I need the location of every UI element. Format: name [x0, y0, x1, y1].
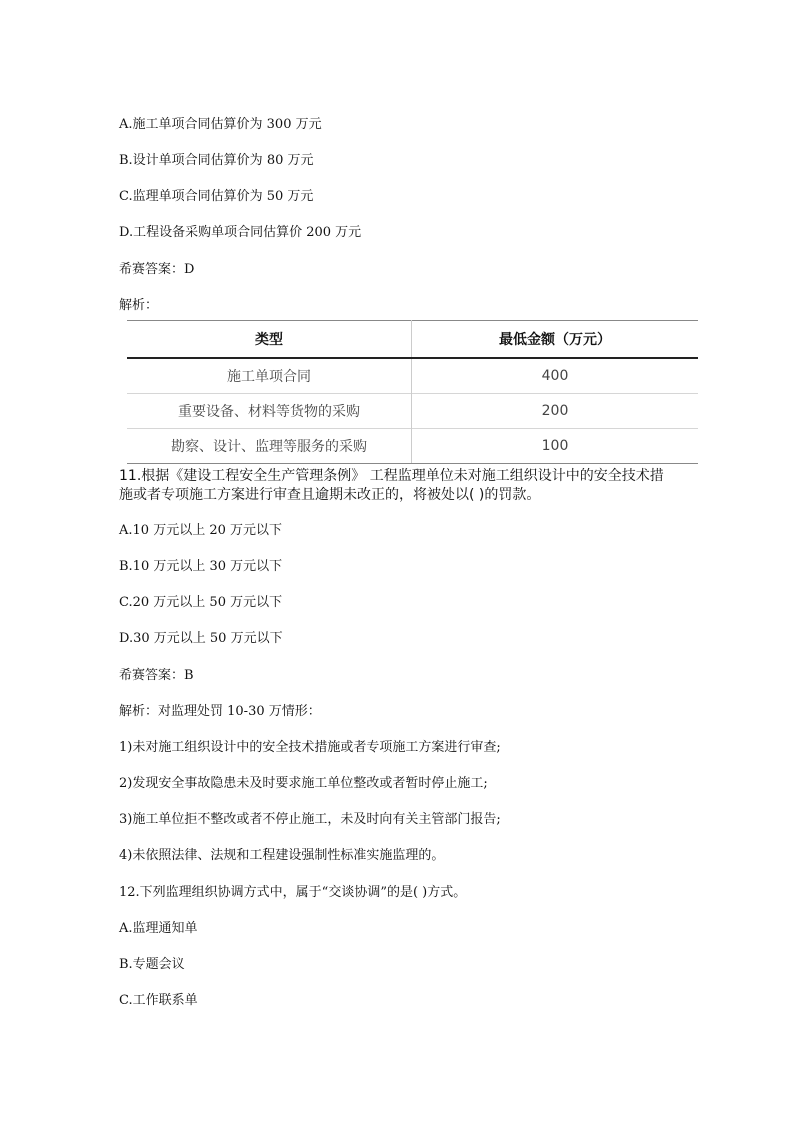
option-d: D.30 万元以上 50 万元以下 [119, 631, 283, 646]
table-cell: 勘察、设计、监理等服务的采购 [127, 429, 412, 464]
answer: 希赛答案：D [119, 262, 195, 277]
header-type: 类型 [127, 321, 412, 359]
option-c: C.20 万元以上 50 万元以下 [119, 595, 283, 610]
option-c: C.监理单项合同估算价为 50 万元 [119, 189, 314, 204]
answer: 希赛答案：B [119, 668, 194, 683]
option-a: A.施工单项合同估算价为 300 万元 [119, 117, 322, 132]
header-min-amount: 最低金额（万元） [412, 321, 699, 359]
analysis-point: 4)未依照法律、法规和工程建设强制性标准实施监理的。 [119, 848, 445, 863]
analysis-point: 2)发现安全事故隐患未及时要求施工单位整改或者暂时停止施工; [119, 776, 488, 791]
table-header-row [127, 321, 698, 359]
option-d: D.工程设备采购单项合同估算价 200 万元 [119, 225, 362, 240]
option-b: B.10 万元以上 30 万元以下 [119, 559, 283, 574]
analysis-point: 3)施工单位拒不整改或者不停止施工，未及时向有关主管部门报告; [119, 812, 501, 827]
option-c: C.工作联系单 [119, 993, 198, 1008]
option-a: A.监理通知单 [119, 921, 198, 936]
question-11-line-1: 11.根据《建设工程安全生产管理条例》 工程监理单位未对施工组织设计中的安全技术措 [119, 468, 664, 484]
analysis: 解析：对监理处罚 10-30 万情形： [119, 704, 321, 719]
option-b: B.专题会议 [119, 957, 185, 972]
question-11-line-2: 施或者专项施工方案进行审查且逾期未改正的，将被处以( )的罚款。 [119, 487, 541, 503]
table-cell: 200 [412, 394, 699, 429]
table-row [127, 429, 698, 464]
table-cell: 100 [412, 429, 699, 464]
analysis-label: 解析： [119, 298, 159, 313]
analysis-point: 1)未对施工组织设计中的安全技术措施或者专项施工方案进行审查; [119, 740, 501, 755]
minimum-amount-table [127, 320, 698, 464]
table-row [127, 358, 698, 394]
option-b: B.设计单项合同估算价为 80 万元 [119, 153, 314, 168]
question-12: 12.下列监理组织协调方式中，属于“交谈协调”的是( )方式。 [119, 885, 467, 900]
option-a: A.10 万元以上 20 万元以下 [119, 523, 283, 538]
table-cell: 重要设备、材料等货物的采购 [127, 394, 412, 429]
table-cell: 400 [412, 358, 699, 394]
table-row [127, 394, 698, 429]
table-cell: 施工单项合同 [127, 358, 412, 394]
